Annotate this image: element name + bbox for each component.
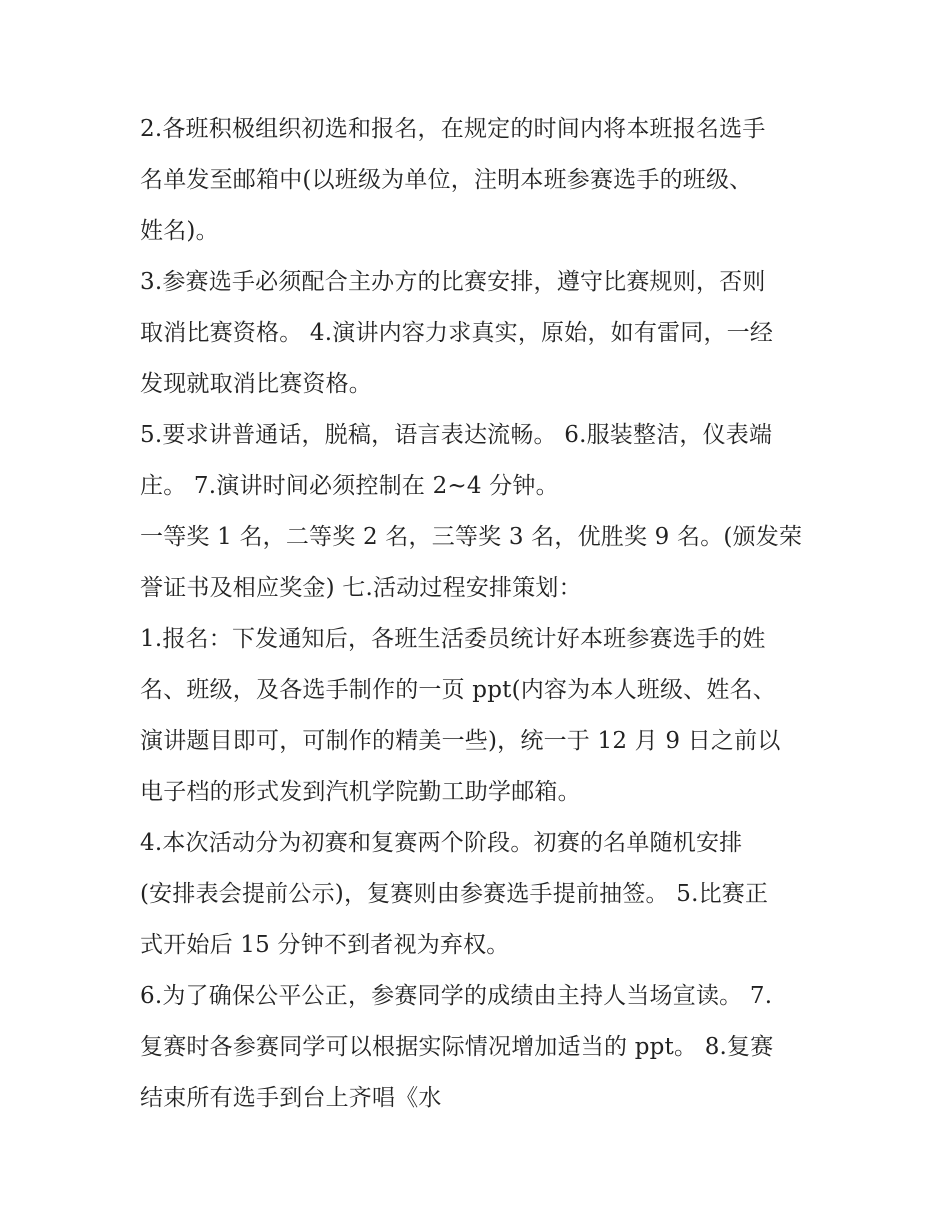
text-line-12: 名、班级，及各选手制作的一页 ppt(内容为本人班级、姓名、 [140,677,776,703]
text-line-16: (安排表会提前公示)，复赛则由参赛选手提前抽签。 5.比赛正 [140,881,769,907]
text-line-20: 结束所有选手到台上齐唱《水 [140,1085,442,1111]
text-line-6: 发现就取消比赛资格。 [140,371,372,397]
text-line-2: 名单发至邮箱中(以班级为单位，注明本班参赛选手的班级、 [140,167,753,193]
text-line-14: 电子档的形式发到汽机学院勤工助学邮箱。 [140,779,581,805]
text-line-4: 3.参赛选手必须配合主办方的比赛安排，遵守比赛规则，否则 [140,269,766,295]
text-line-1: 2.各班积极组织初选和报名，在规定的时间内将本班报名选手 [140,116,766,142]
text-line-3: 姓名)。 [140,218,219,244]
text-line-17: 式开始后 15 分钟不到者视为弃权。 [140,932,510,958]
text-line-5: 取消比赛资格。 4.演讲内容力求真实，原始，如有雷同，一经 [140,320,774,346]
text-line-19: 复赛时各参赛同学可以根据实际情况增加适当的 ppt。 8.复赛 [140,1034,774,1060]
text-line-18: 6.为了确保公平公正，参赛同学的成绩由主持人当场宣读。 7. [140,983,773,1009]
text-line-9: 一等奖 1 名，二等奖 2 名，三等奖 3 名，优胜奖 9 名。(颁发荣 [140,524,803,550]
text-line-13: 演讲题目即可，可制作的精美一些)，统一于 12 月 9 日之前以 [140,728,781,754]
text-line-7: 5.要求讲普通话，脱稿，语言表达流畅。 6.服装整洁，仪表端 [140,422,773,448]
text-line-15: 4.本次活动分为初赛和复赛两个阶段。初赛的名单随机安排 [140,830,743,856]
text-line-10: 誉证书及相应奖金) 七.活动过程安排策划： [140,575,582,601]
text-line-11: 1.报名：下发通知后，各班生活委员统计好本班参赛选手的姓 [140,626,766,652]
text-line-8: 庄。 7.演讲时间必须控制在 2~4 分钟。 [140,473,559,499]
document-body [140,104,812,1124]
